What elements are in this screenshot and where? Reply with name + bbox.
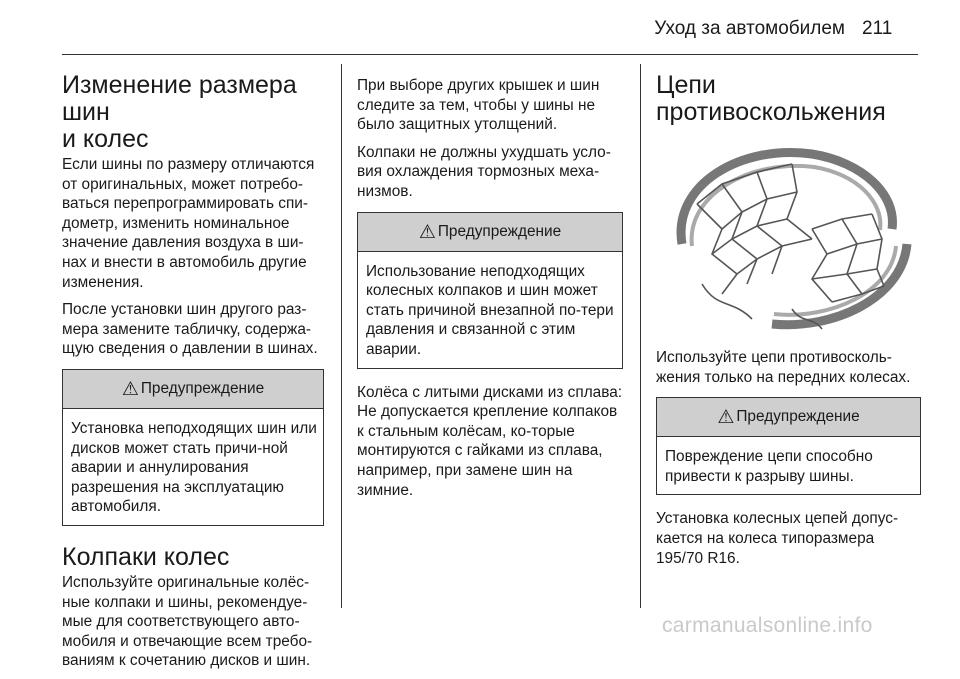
paragraph: После установки шин другого раз-мера замените табличку, содержа-щую сведения о давлении в шинах. [62, 301, 318, 358]
warning-text: Использование неподходящих колесных колпаков и шин может стать причиной внезапной по-тери давления и связанной с этим аварии. [366, 262, 614, 358]
warning-box [62, 369, 324, 526]
warning-box [656, 397, 921, 495]
page-header-title: Уход за автомобилем [654, 18, 845, 39]
paragraph: Колёса с литыми дисками из сплава: Не допускается крепление колпаков к стальным колёсам, ко-торые монтируются с гайками из сплава, например, при замене шин на зимние. [357, 383, 623, 499]
page-number: 211 [862, 18, 893, 39]
section-title-tire-size: Изменение размера шин и колес [62, 71, 297, 153]
warning-box [357, 212, 623, 369]
warning-triangle-icon: ⚠ [121, 378, 139, 400]
column-2 [357, 76, 623, 508]
section-title-snow-chains: Цепи противоскольжения [656, 71, 886, 126]
warning-text: Установка неподходящих шин или дисков может стать причи-ной аварии и аннулирования разрешения на эксплуатацию автомобиля. [71, 419, 317, 516]
paragraph: Колпаки не должны ухудшать усло-вия охлаждения тормозных меха-низмов. [357, 143, 611, 200]
column-divider [640, 64, 641, 608]
warning-triangle-icon: ⚠ [717, 407, 735, 429]
watermark: carmanualsonline.info [662, 614, 873, 637]
warning-triangle-icon: ⚠ [418, 221, 436, 243]
paragraph: Используйте цепи противосколь-жения только на передних колесах. [656, 349, 911, 386]
header-rule [62, 54, 918, 55]
warning-header: ⚠ Предупреждение [657, 398, 920, 437]
paragraph: Если шины по размеру отличаются от оригинальных, может потребо-ваться перепрограммировать спи-дометр, изменить номинальное значение давления воздуха в ши-нах и внести в автомобиль другие изменения. [62, 156, 315, 291]
snow-chain-illustration [662, 134, 912, 334]
column-divider [341, 64, 342, 608]
warning-text: Повреждение цепи способно привести к разрыву шины. [665, 448, 873, 485]
column-3 [656, 72, 921, 576]
paragraph: Используйте оригинальные колёс-ные колпаки и шины, рекомендуе-мые для соответствующего авто-мобиля и отвечающие всем требо-ваниям к сочетанию дисков и шин. [62, 573, 313, 670]
paragraph: При выборе других крышек и шин следите за тем, чтобы у шины не было защитных утолщений. [357, 77, 600, 134]
warning-header: ⚠ Предупреждение [63, 370, 323, 409]
column-1 [62, 72, 324, 679]
paragraph: Установка колесных цепей допус-кается на колеса типоразмера 195/70 R16. [656, 510, 899, 567]
warning-header: ⚠ Предупреждение [358, 213, 622, 252]
section-title-hubcaps: Колпаки колес [62, 542, 230, 571]
